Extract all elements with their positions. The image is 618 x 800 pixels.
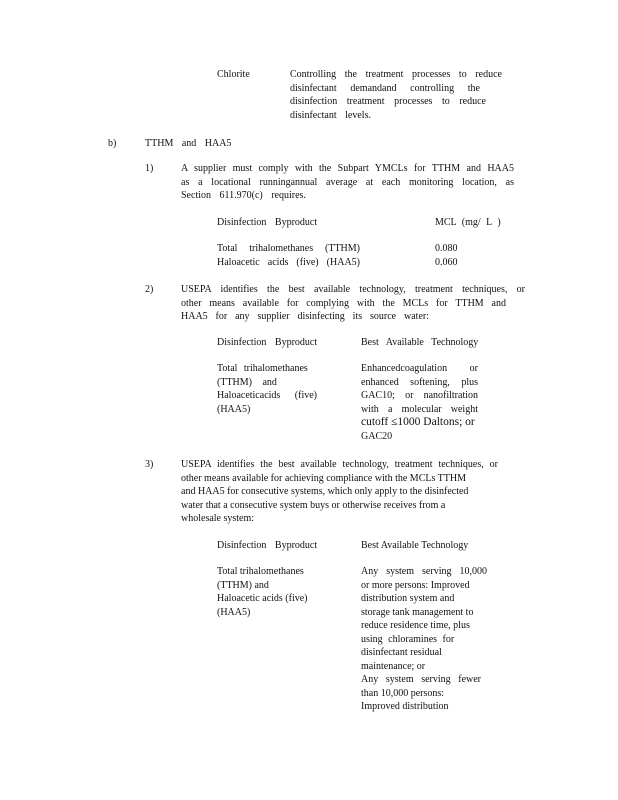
text-line: (TTHM) and bbox=[217, 579, 269, 591]
text-line: disinfectant demandand controlling the bbox=[290, 82, 480, 94]
text-line: Haloacetic acids (five) bbox=[217, 593, 308, 604]
text-line: A supplier must comply with the Subpart YMCLs for TTHM and HAA5 bbox=[181, 163, 514, 174]
text-line: wholesale system: bbox=[181, 513, 255, 524]
text-line: (HAA5) bbox=[217, 403, 251, 415]
text-line: (HAA5) bbox=[217, 606, 251, 618]
text-line: Improved distribution bbox=[361, 701, 449, 712]
text-line: HAA5 for any supplier disinfecting its source water: bbox=[181, 311, 429, 322]
text-line: cutoff ≤1000 Daltons; or bbox=[361, 416, 475, 428]
text-line: Total trihalomethanes bbox=[217, 363, 308, 374]
text-line: other means available for achieving compliance with the MCLs TTHM bbox=[181, 472, 467, 484]
section-b-heading: TTHM and HAA5 bbox=[145, 138, 232, 149]
text-line: distribution system and bbox=[361, 593, 455, 604]
text-line: maintenance; or bbox=[361, 660, 426, 672]
text-line: with a molecular weight bbox=[361, 403, 478, 415]
mcl-table-values bbox=[435, 242, 458, 269]
text-line: USEPA identifies the best available technology, treatment techniques, or bbox=[181, 459, 498, 470]
text-line: disinfectant residual bbox=[361, 647, 442, 658]
consecutive-table-technology-cell bbox=[361, 565, 487, 714]
table-cell-mcl: 0.060 bbox=[435, 256, 458, 268]
consecutive-table-header-technology: Best Available Technology bbox=[361, 540, 469, 551]
item-1-paragraph bbox=[181, 162, 514, 203]
text-line: Controlling the treatment processes to reduce bbox=[290, 69, 502, 80]
text-line: disinfection treatment processes to reduce bbox=[290, 96, 486, 107]
consecutive-table-header-byproduct: Disinfection Byproduct bbox=[217, 540, 318, 551]
mcl-table-header-byproduct: Disinfection Byproduct bbox=[217, 217, 318, 228]
text-line: Haloaceticacids (five) bbox=[217, 390, 317, 401]
item-3-number: 3) bbox=[145, 459, 154, 470]
section-b-label: b) bbox=[108, 138, 117, 149]
text-line: GAC20 bbox=[361, 430, 393, 442]
text-line: as a locational runningannual average at each monitoring location, as bbox=[181, 176, 514, 188]
item-1-number: 1) bbox=[145, 163, 154, 174]
text-line: USEPA identifies the best available technology, treatment techniques, or bbox=[181, 284, 525, 295]
text-line: or more persons: Improved bbox=[361, 579, 470, 591]
mcl-table-header-mcl: MCL (mg/ L ) bbox=[435, 217, 501, 228]
bat-table-technology-cell bbox=[361, 362, 478, 443]
text-line: other means available for complying with the MCLs for TTHM and bbox=[181, 297, 506, 309]
bat-table-header-technology: Best Available Technology bbox=[361, 337, 479, 348]
text-line: Section 611.970(c) requires. bbox=[181, 190, 306, 201]
text-line: storage tank management to bbox=[361, 606, 474, 618]
table-cell-byproduct: Haloacetic acids (five) (HAA5) bbox=[217, 256, 360, 268]
text-line: Total trihalomethanes bbox=[217, 566, 304, 577]
text-line: GAC10; or nanofiltration bbox=[361, 390, 478, 401]
text-line: using chloramines for bbox=[361, 633, 455, 645]
bat-table-byproduct-cell bbox=[217, 362, 317, 416]
item-2-paragraph bbox=[181, 283, 525, 324]
mcl-table-row bbox=[217, 242, 360, 269]
bat-table-header-byproduct: Disinfection Byproduct bbox=[217, 337, 318, 348]
chlorite-label: Chlorite bbox=[217, 69, 250, 80]
text-line: water that a consecutive system buys or otherwise receives from a bbox=[181, 499, 446, 511]
table-cell-byproduct: Total trihalomethanes (TTHM) bbox=[217, 243, 360, 254]
text-line: reduce residence time, plus bbox=[361, 620, 470, 631]
text-line: Any system serving 10,000 bbox=[361, 566, 487, 577]
chlorite-description bbox=[290, 68, 502, 122]
text-line: (TTHM) and bbox=[217, 376, 277, 388]
text-line: Any system serving fewer bbox=[361, 674, 481, 685]
table-cell-mcl: 0.080 bbox=[435, 243, 458, 254]
consecutive-table-byproduct-cell bbox=[217, 565, 317, 619]
text-line: and HAA5 for consecutive systems, which only apply to the disinfected bbox=[181, 486, 469, 497]
item-3-paragraph bbox=[181, 458, 498, 526]
text-line: disinfectant levels. bbox=[290, 109, 371, 121]
text-line: than 10,000 persons: bbox=[361, 687, 445, 699]
text-line: enhanced softening, plus bbox=[361, 376, 478, 388]
text-line: Enhancedcoagulation or bbox=[361, 363, 478, 374]
item-2-number: 2) bbox=[145, 284, 154, 295]
